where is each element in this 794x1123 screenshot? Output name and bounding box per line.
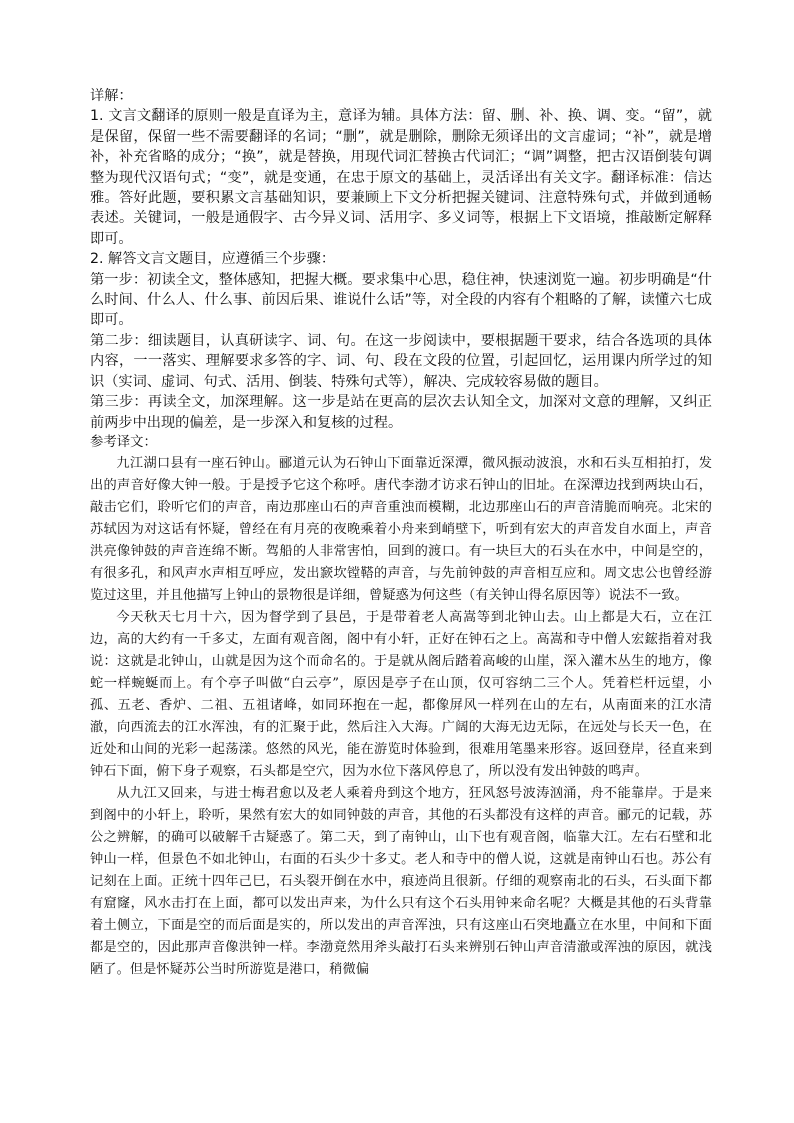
explanation-heading: 详解： xyxy=(90,88,133,104)
explanation-section xyxy=(90,86,712,433)
translation-section xyxy=(90,453,712,981)
translation-paragraph-3: 从九江又回来，与进士梅君愈以及老人乘着舟到这个地方，狂风怒号波涛汹涌，舟不能靠岸。于是来到阁中的小轩上，聆听，果然有宏大的如同钟鼓的声音，其他的石头都没有这样的声音。郦元的记载，苏公之辨解，的确可以破解千古疑惑了。第二天，到了南钟山，山下也有观音阁，临靠大江。左右石壁和北钟山一样，但景色不如北钟山，右面的石头少十多丈。老人和寺中的僧人说，这就是南钟山石也。苏公有记刻在上面。正统十四年己巳，石头裂开倒在水中，痕迹尚且很新。仔细的观察南北的石头，石头面下都有窟窿，风水击打在上面，都可以发出声来，为什么只有这个石头用钟来命名呢？大概是其他的石头背靠着土侧立，下面是空的而后面是实的，所以发出的声音浑浊，只有这座山石突地矗立在水里，中间和下面都是空的，因此那声音像洪钟一样。李渤竟然用斧头敲打石头来辨别石钟山声音清澈或浑浊的原因，就浅陋了。但是怀疑苏公当时所游览是港口，稍微偏 xyxy=(90,786,712,978)
translation-heading: 参考译文： xyxy=(90,434,157,450)
translation-paragraph-2: 今天秋天七月十六，因为督学到了县邑，于是带着老人高嵩等到北钟山去。山上都是大石，立在江边，高的大约有一千多丈，左面有观音阁，阁中有小轩，正好在钟石之上。高嵩和寺中僧人宏鋐指着对我说：这就是北钟山，山就是因为这个而命名的。于是就从阁后踏着高峻的山崖，深入灌木丛生的地方，像蛇一样蜿蜒而上。有个亭子叫做“白云亭”，原因是亭子在山顶，仅可容纳二三个人。凭着栏杆远望，小孤、五老、香炉、二祖、五祖诸峰，如同环抱在一起，都像屏风一样列在山的左右，从南面来的江水清澈，向西流去的江水浑浊，有的汇聚于此，然后注入大海。广阔的大海无边无际，在远处与长天一色，在近处和山间的光彩一起荡漾。悠然的风光，能在游览时体验到，很难用笔墨来形容。返回登岸，径直来到钟石下面，俯下身子观察，石头都是空穴，因为水位下落风停息了，所以没有发出钟鼓的鸣声。 xyxy=(90,610,712,780)
explanation-step-3: 第三步：再读全文，加深理解。这一步是站在更高的层次去认知全文，加深对文意的理解，又纠正前两步中出现的偏差，是一步深入和复核的过程。 xyxy=(90,394,712,431)
explanation-step-2: 第二步：细读题目，认真研读字、词、句。在这一步阅读中，要根据题干要求，结合各选项的具体内容，一一落实、理解要求多答的字、词、句、段在文段的位置，引起回忆，运用课内所学过的知识（实词、虚词、句式、活用、倒装、特殊句式等），解决、完成较容易做的题目。 xyxy=(90,332,712,390)
document-page xyxy=(90,86,712,981)
explanation-step-1: 第一步：初读全文，整体感知，把握大概。要求集中心思，稳住神，快速浏览一遍。初步明确是“什么时间、什么人、什么事、前因后果、谁说什么话”等，对全段的内容有个粗略的了解，读懂六七成即可。 xyxy=(90,271,712,329)
explanation-point-2: 2. 解答文言文题目，应遵循三个步骤： xyxy=(90,251,336,268)
explanation-point-1: 1. 文言文翻译的原则一般是直译为主，意译为辅。具体方法：留、删、补、换、调、变。“留”，就是保留，保留一些不需要翻译的名词；“删”，就是删除，删除无须译出的文言虚词；“补”，就是增补，补充省略的成分；“换”，就是替换，用现代词汇替换古代词汇；“调”调整，把古汉语倒装句调整为现代汉语句式；“变”，就是变通，在忠于原文的基础上，灵活译出有关文字。翻译标准：信达雅。答好此题，要积累文言基础知识，要兼顾上下文分析把握关键词、注意特殊句式，并做到通畅表述。关键词，一般是通假字、古今异义词、活用字、多义词等，根据上下文语境，推敲断定解释即可。 xyxy=(90,108,712,247)
translation-paragraph-1: 九江湖口县有一座石钟山。郦道元认为石钟山下面靠近深潭，微风振动波浪，水和石头互相拍打，发出的声音好像大钟一般。于是授予它这个称呼。唐代李渤才访求石钟山的旧址。在深潭边找到两块山石，敲击它们，聆听它们的声音，南边那座山石的声音重浊而模糊，北边那座山石的声音清脆而响亮。北宋的苏轼因为对这话有怀疑，曾经在有月亮的夜晚乘着小舟来到峭壁下，听到有宏大的声音发自水面上，声音洪亮像钟鼓的声音连绵不断。驾船的人非常害怕，回到的渡口。有一块巨大的石头在水中，中间是空的，有很多孔，和风声水声相互呼应，发出窾坎镗鞳的声音，与先前钟鼓的声音相互应和。周文忠公也曾经游览过这里，并且他描写上钟山的景物很是详细，曾疑惑为何这些（有关钟山得名原因等）说法不一致。 xyxy=(90,456,712,604)
